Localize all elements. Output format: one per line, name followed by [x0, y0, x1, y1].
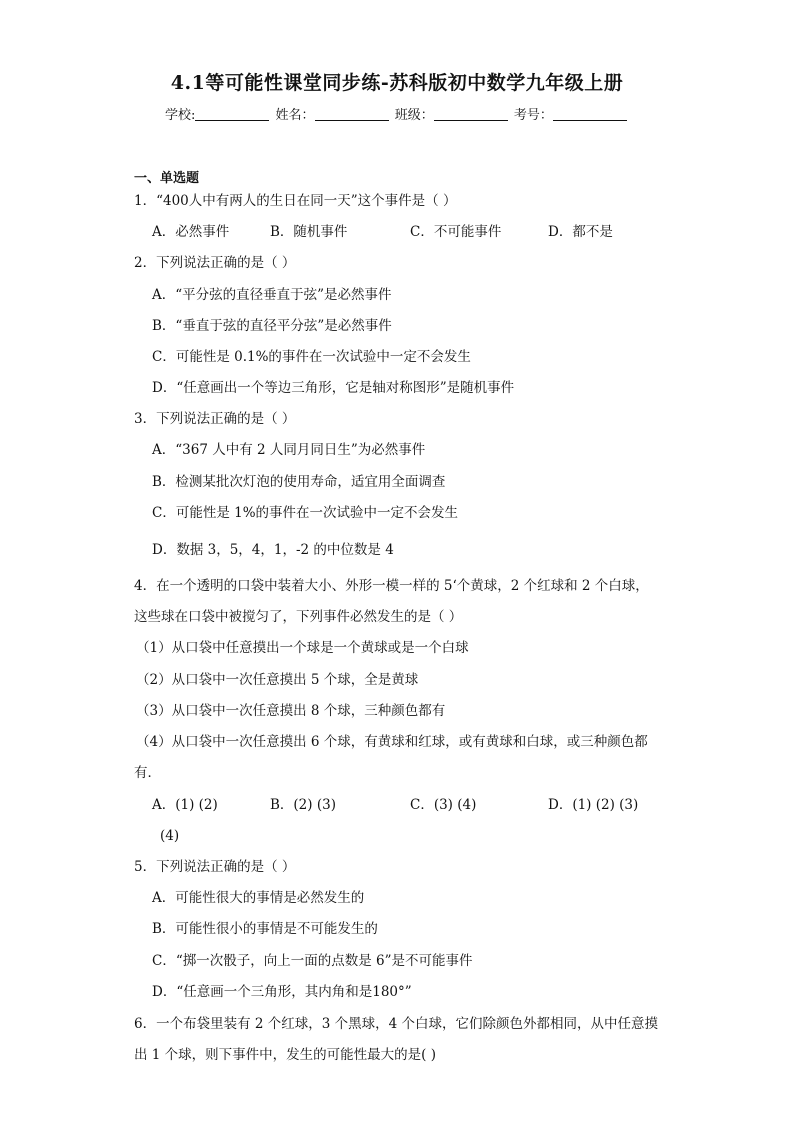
q2-option-a: A．“平分弦的直径垂直于弦”是必然事件	[152, 287, 392, 303]
q3-option-b: B．检测某批次灯泡的使用寿命，适宜用全面调查	[152, 474, 446, 490]
q4-statement-4-line1: （4）从口袋中一次任意摸出 6 个球，有黄球和红球，或有黄球和白球，或三种颜色都	[136, 734, 648, 750]
class-label: 班级：	[394, 108, 434, 123]
q3-option-a: A．“367 人中有 2 人同月同日生”为必然事件	[152, 442, 426, 458]
q5-option-c: C．“掷一次骰子，向上一面的点数是 6”是不可能事件	[152, 953, 473, 969]
q1-option-a: A．必然事件	[152, 224, 230, 240]
q4-option-b: B．(2) (3)	[270, 797, 336, 813]
q5-stem: 5．下列说法正确的是（ ）	[134, 859, 296, 875]
student-info-row	[165, 104, 629, 123]
id-blank[interactable]	[553, 107, 627, 121]
school-blank[interactable]	[195, 107, 269, 121]
q4-option-d-line1: D．(1) (2) (3)	[548, 797, 639, 813]
q6-stem-line2: 出 1 个球，则下事件中，发生的可能性最大的是( )	[134, 1047, 436, 1063]
q5-option-b: B．可能性很小的事情是不可能发生的	[152, 921, 378, 937]
q2-stem: 2．下列说法正确的是（ ）	[134, 255, 296, 271]
class-blank[interactable]	[434, 107, 508, 121]
q4-option-a: A．(1) (2)	[152, 797, 218, 813]
q2-option-b: B．“垂直于弦的直径平分弦”是必然事件	[152, 318, 392, 334]
q4-statement-4-line2: 有．	[134, 765, 161, 781]
q1-option-b: B．随机事件	[270, 224, 348, 240]
q1-option-d: D．都不是	[548, 224, 613, 240]
q3-option-c: C．可能性是 1%的事件在一次试验中一定不会发生	[152, 505, 459, 521]
q4-option-d-line2: (4)	[160, 828, 180, 844]
q3-option-d: D．数据 3，5，4，1，-2 的中位数是 4	[152, 542, 394, 558]
q3-stem: 3．下列说法正确的是（ ）	[134, 411, 296, 427]
q4-statement-2: （2）从口袋中一次任意摸出 5 个球，全是黄球	[136, 672, 419, 688]
page-title: 4.1等可能性课堂同步练-苏科版初中数学九年级上册	[170, 72, 624, 94]
q5-option-a: A．可能性很大的事情是必然发生的	[152, 890, 365, 906]
q2-option-c: C．可能性是 0.1%的事件在一次试验中一定不会发生	[152, 349, 471, 365]
name-label: 姓名：	[275, 108, 315, 123]
q6-stem-line1: 6．一个布袋里装有 2 个红球，3 个黑球，4 个白球，它们除颜色外都相同，从中任意摸	[134, 1016, 659, 1032]
q1-option-c: C．不可能事件	[410, 224, 502, 240]
q4-option-c: C．(3) (4)	[410, 797, 477, 813]
school-label: 学校:	[165, 108, 196, 123]
id-label: 考号：	[513, 108, 553, 123]
q2-option-d: D．“任意画出一个等边三角形，它是轴对称图形”是随机事件	[152, 380, 515, 396]
q5-option-d: D．“任意画一个三角形，其内角和是180°”	[152, 984, 412, 1000]
q4-stem-line1: 4．在一个透明的口袋中装着大小、外形一模一样的 5‘个黄球，2 个红球和 2 个白球，	[134, 578, 649, 594]
q4-statement-3: （3）从口袋中一次任意摸出 8 个球，三种颜色都有	[136, 703, 446, 719]
q4-statement-1: （1）从口袋中任意摸出一个球是一个黄球或是一个白球	[136, 640, 469, 656]
q4-stem-line2: 这些球在口袋中被搅匀了，下列事件必然发生的是（ ）	[134, 609, 463, 625]
q1-stem: 1．“400人中有两人的生日在同一天”这个事件是（ ）	[134, 193, 457, 209]
name-blank[interactable]	[315, 107, 389, 121]
section-title: 一、单选题	[134, 171, 200, 186]
